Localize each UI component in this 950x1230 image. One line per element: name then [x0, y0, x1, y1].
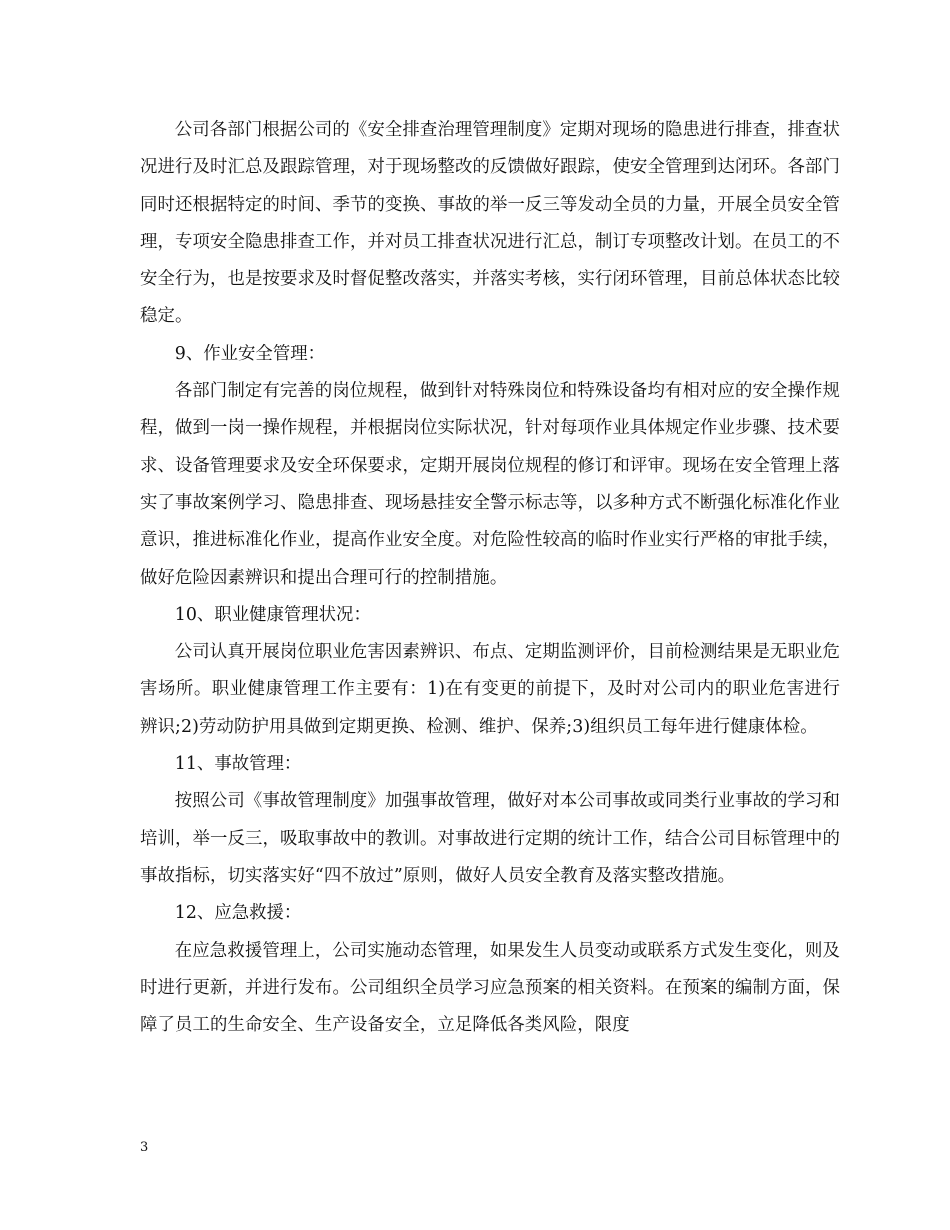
paragraph-emergency-rescue: 在应急救援管理上，公司实施动态管理，如果发生人员变动或联系方式发生变化，则及时进行更新，并进行发布。公司组织全员学习应急预案的相关资料。在预案的编制方面，保障了员工的生命安全、生产设备安全，立足降低各类风险，限度: [140, 940, 840, 1036]
section-heading-occupational-health: 10、职业健康管理状况：: [174, 604, 371, 625]
section-heading-emergency-rescue: 12、应急救援：: [174, 903, 302, 924]
paragraph-occupational-health: 公司认真开展岗位职业危害因素辨识、布点、定期监测评价，目前检测结果是无职业危害场所。职业健康管理工作主要有：1)在有变更的前提下，及时对公司内的职业危害进行辨识;2)劳动防护用具做到定期更换、检测、维护、保养;3)组织员工每年进行健康体检。: [140, 642, 840, 737]
paragraph-accident-management: 按照公司《事故管理制度》加强事故管理，做好对本公司事故或同类行业事故的学习和培训，举一反三，吸取事故中的教训。对事故进行定期的统计工作，结合公司目标管理中的事故指标，切实落实好“四不放过”原则，做好人员安全教育及落实整改措施。: [140, 791, 840, 886]
paragraph-hazard-inspection: 公司各部门根据公司的《安全排查治理管理制度》定期对现场的隐患进行排查，排查状况进行及时汇总及跟踪管理，对于现场整改的反馈做好跟踪，使安全管理到达闭环。各部门同时还根据特定的时间、季节的变换、事故的举一反三等发动全员的力量，开展全员安全管理，专项安全隐患排查工作，并对员工排查状况进行汇总，制订专项整改计划。在员工的不安全行为，也是按要求及时督促整改落实，并落实考核，实行闭环管理，目前总体状态比较稳定。: [140, 120, 840, 327]
document-body: [140, 112, 840, 1044]
section-heading-work-safety: 9、作业安全管理：: [174, 343, 325, 364]
section-heading-accident-management: 11、事故管理：: [174, 754, 302, 775]
paragraph-work-safety: 各部门制定有完善的岗位规程，做到针对特殊岗位和特殊设备均有相对应的安全操作规程，做到一岗一操作规程，并根据岗位实际状况，针对每项作业具体规定作业步骤、技术要求、设备管理要求及安全环保要求，定期开展岗位规程的修订和评审。现场在安全管理上落实了事故案例学习、隐患排查、现场悬挂安全警示标志等，以多种方式不断强化标准化作业意识，推进标准化作业，提高作业安全度。对危险性较高的临时作业实行严格的审批手续，做好危险因素辨识和提出合理可行的控制措施。: [140, 381, 840, 588]
page-number: 3: [140, 1140, 149, 1155]
